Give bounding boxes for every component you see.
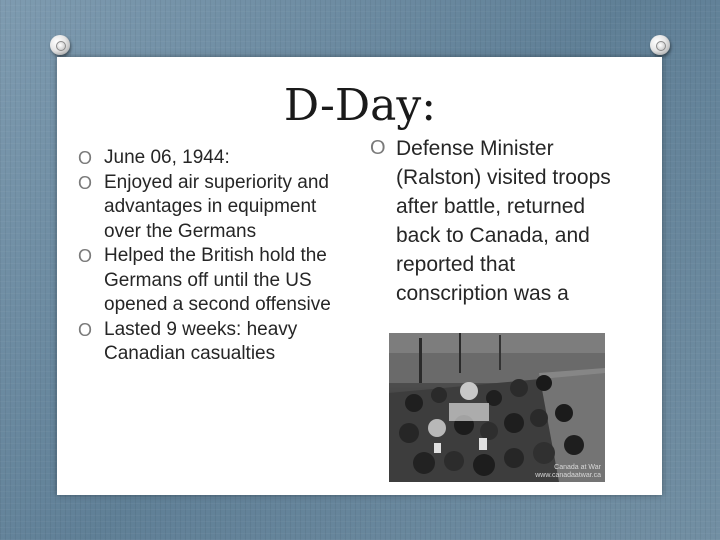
bullet-text: Defense Minister (Ralston) visited troops after battle, returned back to Canada, and reported that conscription was a xyxy=(396,137,611,305)
bullet-text: June 06, 1944: xyxy=(104,147,230,168)
right-bullet-list xyxy=(370,134,620,330)
soldiers-photo xyxy=(389,333,605,482)
bullet-item xyxy=(370,134,620,330)
bullet-marker: O xyxy=(78,319,93,340)
bullet-marker: O xyxy=(78,148,93,168)
bullet-item xyxy=(78,318,358,367)
pushpin-icon-left xyxy=(50,35,70,55)
bullet-item xyxy=(78,244,358,318)
bullet-text: Lasted 9 weeks: heavy Canadian casualties xyxy=(104,318,298,364)
photo-illustration xyxy=(389,333,605,482)
left-bullet-list xyxy=(78,146,358,367)
bullet-marker: O xyxy=(78,246,93,266)
watermark-line-2: www.canadaatwar.ca xyxy=(535,472,601,479)
bullet-marker: O xyxy=(370,137,386,159)
bullet-item xyxy=(78,171,358,245)
slide-title: D-Day: xyxy=(283,80,437,131)
bullet-item xyxy=(78,146,358,171)
bullet-marker: O xyxy=(78,172,93,193)
pushpin-icon-right xyxy=(650,35,670,55)
photo-watermark xyxy=(535,464,601,480)
bullet-text: Helped the British hold the Germans off until the US opened a second offensive xyxy=(104,245,331,315)
bullet-text: Enjoyed air superiority and advantages in equipment over the Germans xyxy=(104,171,329,242)
watermark-line-1: Canada at War xyxy=(554,464,601,471)
